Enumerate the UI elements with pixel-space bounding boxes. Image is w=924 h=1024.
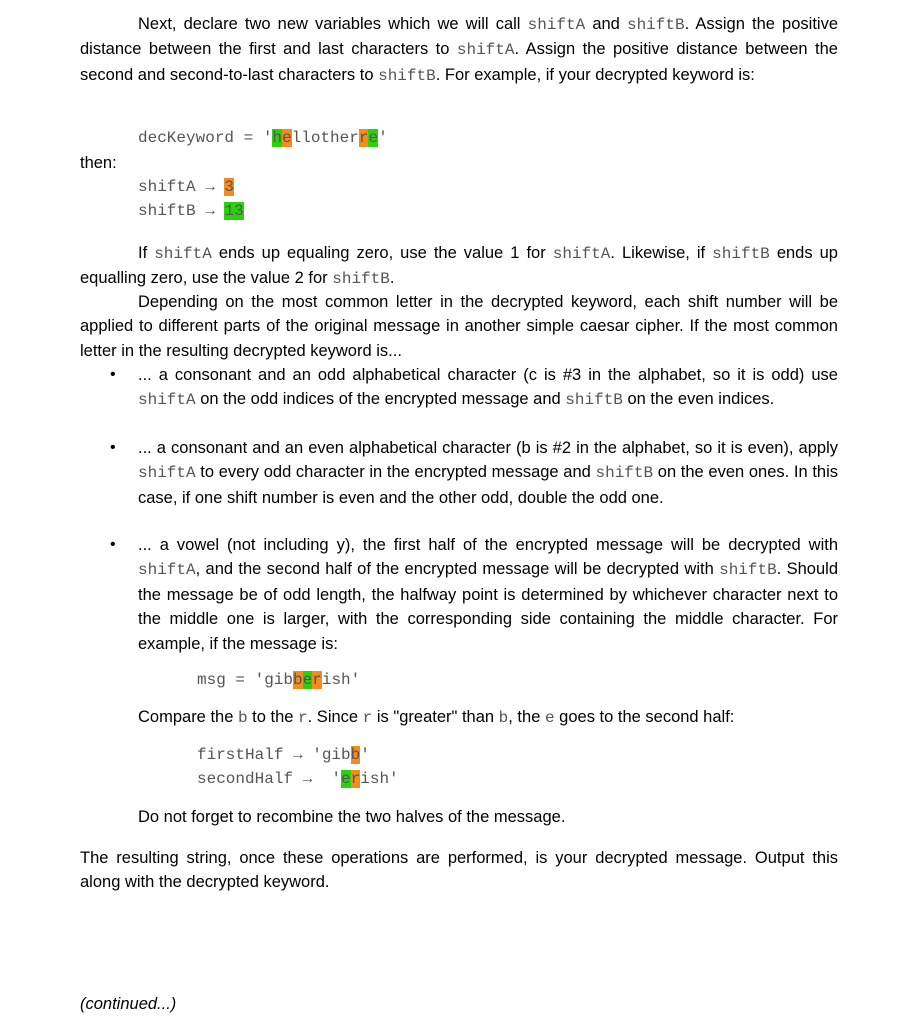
highlight-r: r: [312, 671, 322, 689]
highlight-second-to-last-char: r: [358, 129, 369, 147]
text: . For example, if your decrypted keyword is:: [435, 65, 755, 84]
highlight-first-char: h: [272, 129, 283, 147]
text: . Assign the positive distance between the second and second-to-last characters to: [80, 40, 838, 84]
code-shiftA: shiftA: [527, 16, 586, 34]
code-shiftB: shiftB: [626, 16, 685, 34]
highlight-b: b: [293, 671, 303, 689]
highlight-middle-e: e: [302, 671, 313, 689]
paragraph-zero-rule: If shiftA ends up equaling zero, use the value 1 for shiftA. Likewise, if shiftB ends up equalling zero, use the value 2 for shiftB.: [80, 244, 838, 289]
paragraph-shift-intro: [80, 12, 838, 88]
bullet-even-consonant: • ... a consonant and an even alphabetical character (b is #2 in the alphabet, so it is even), apply shiftA to every odd character in the encrypted message and shiftB on the even ones. In this case, if one shift number is even and the other odd, double the odd one.: [80, 436, 838, 510]
bullet-odd-consonant: • ... a consonant and an odd alphabetical character (c is #3 in the alphabet, so it is odd) use shiftA on the odd indices of the encrypted message and shiftB on the even indices.: [80, 363, 838, 413]
highlight-b: b: [350, 746, 361, 764]
bullet-icon: •: [110, 439, 116, 456]
example-dec-keyword: decKeyword = 'hellotherre': [138, 129, 388, 147]
code-shiftB: shiftB: [378, 66, 436, 85]
paragraph-compare: Compare the b to the r. Since r is "greater" than b, the e goes to the second half:: [138, 708, 735, 727]
example-shift-values: shiftA → 3 shiftB → 13: [138, 178, 244, 220]
continued-note: (continued...): [80, 995, 177, 1013]
then-label: then:: [80, 154, 117, 172]
paragraph-common-letter: Depending on the most common letter in the decrypted keyword, each shift number will be applied to different parts of the original message in another simple caesar cipher. If the most common letter in the resulting decrypted keyword is...: [80, 293, 838, 360]
text: Next, declare two new variables which we will call: [138, 15, 528, 33]
shiftA-value: 3: [224, 178, 235, 196]
bullet-icon: •: [110, 366, 116, 383]
example-halves: firstHalf → 'gibb' secondHalf → 'erish': [197, 746, 399, 788]
paragraph-result: The resulting string, once these operations are performed, is your decrypted message. Output this along with the decrypted keyword.: [80, 849, 838, 892]
shiftB-value: 13: [224, 202, 244, 220]
bullet-vowel: • ... a vowel (not including y), the first half of the encrypted message will be decrypted with shiftA, and the second half of the encrypted message will be decrypted with shiftB. Should the message be of odd length, the halfway point is determined by whichever character next to the middle one is larger, with the corresponding side containing the middle character. For example, if the message is:: [80, 533, 838, 656]
paragraph-recombine: Do not forget to recombine the two halves of the message.: [138, 808, 566, 826]
highlight-e: e: [341, 770, 351, 788]
bullet-icon: •: [110, 536, 116, 553]
example-msg: msg = 'gibberish': [197, 671, 361, 689]
text: and: [585, 15, 627, 33]
highlight-second-char: e: [282, 129, 292, 147]
highlight-r: r: [350, 770, 361, 788]
text: . Assign the positive distance between the first and last characters to: [80, 15, 839, 59]
highlight-last-char: e: [368, 129, 379, 147]
code-shiftA: shiftA: [456, 41, 515, 60]
